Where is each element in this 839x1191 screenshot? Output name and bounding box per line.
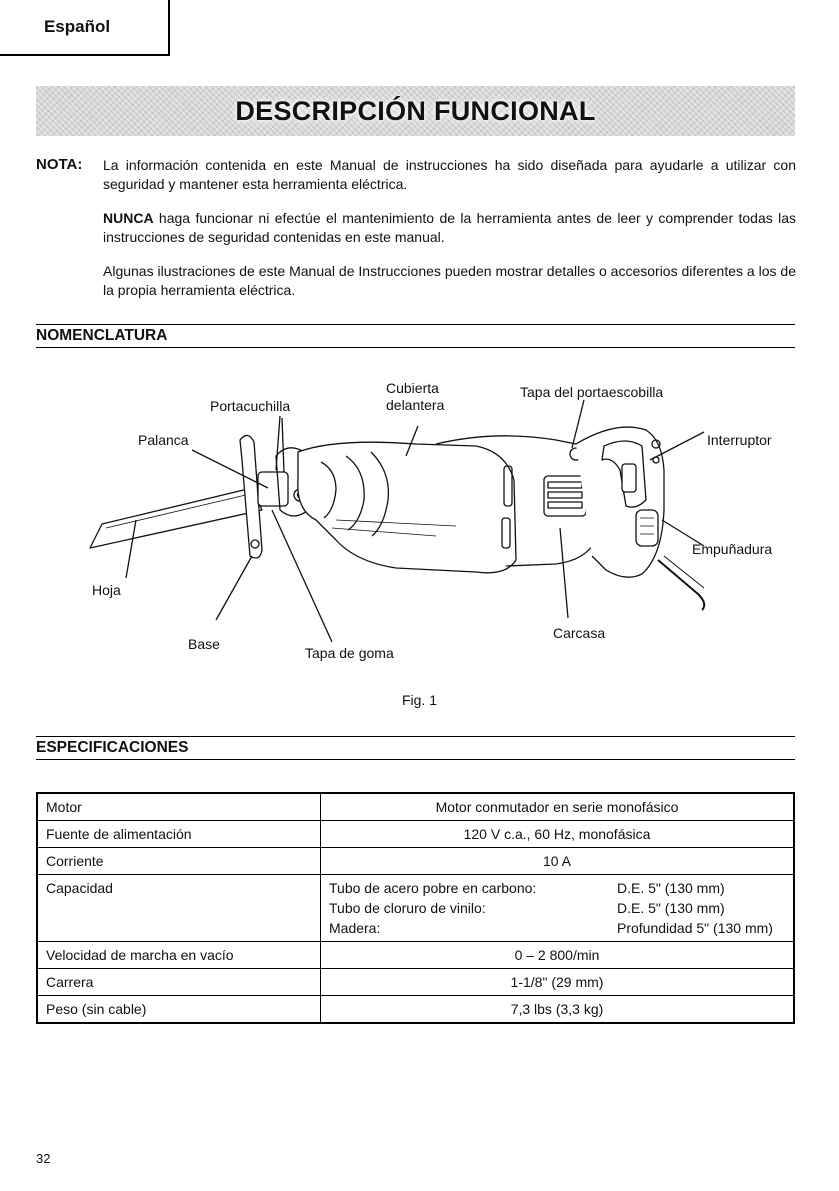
table-row <box>37 969 794 996</box>
note-label: NOTA: <box>36 156 83 173</box>
never-emphasis: NUNCA <box>103 210 154 226</box>
capacity-material: Tubo de cloruro de vinilo: <box>329 900 486 916</box>
capacity-value: Profundidad 5" (130 mm) <box>617 920 773 936</box>
spec-label: Velocidad de marcha en vacío <box>37 942 321 969</box>
callout-blade: Hoja <box>92 582 121 598</box>
capacity-material: Tubo de acero pobre en carbono: <box>329 880 537 896</box>
callout-front-cover <box>386 380 444 414</box>
page-title: DESCRIPCIÓN FUNCIONAL <box>235 95 596 126</box>
specifications-table <box>36 792 795 1024</box>
note-paragraph-2 <box>103 209 796 247</box>
table-row <box>37 793 794 821</box>
specifications-heading <box>36 736 795 760</box>
callout-brush-cap: Tapa del portaescobilla <box>520 384 664 400</box>
callout-front-cover-line-1: Cubierta <box>386 380 439 396</box>
specifications-title: ESPECIFICACIONES <box>36 739 189 756</box>
saw-figure <box>36 360 795 680</box>
nomenclature-title: NOMENCLATURA <box>36 327 168 344</box>
table-row <box>37 942 794 969</box>
spec-label: Motor <box>37 793 321 821</box>
capacity-value: D.E. 5" (130 mm) <box>617 900 725 916</box>
spec-label: Peso (sin cable) <box>37 996 321 1024</box>
language-label: Español <box>43 17 111 36</box>
callout-base: Base <box>188 636 220 652</box>
note-paragraph-2-text: haga funcionar ni efectúe el mantenimiento de la herramienta antes de leer y comprender todas las instrucciones de seguridad contenidas en este manual. <box>103 210 796 245</box>
callout-lever: Palanca <box>138 432 189 448</box>
capacity-row <box>329 878 785 898</box>
language-tab <box>0 0 170 56</box>
spec-label: Carrera <box>37 969 321 996</box>
table-row <box>37 996 794 1024</box>
spec-value: 0 – 2 800/min <box>321 942 795 969</box>
callout-handle: Empuñadura <box>692 541 773 557</box>
spec-value: 120 V c.a., 60 Hz, monofásica <box>321 821 795 848</box>
callout-switch: Interruptor <box>707 432 772 448</box>
section-banner <box>36 86 795 136</box>
spec-value: 1-1/8" (29 mm) <box>321 969 795 996</box>
spec-value: 10 A <box>321 848 795 875</box>
note-body <box>103 156 796 315</box>
table-row <box>37 875 794 942</box>
callout-front-cover-line-2: delantera <box>386 397 445 413</box>
page-number: 32 <box>36 1151 51 1166</box>
spec-label: Fuente de alimentación <box>37 821 321 848</box>
capacity-value: D.E. 5" (130 mm) <box>617 880 725 896</box>
capacity-material: Madera: <box>329 920 381 936</box>
spec-label: Corriente <box>37 848 321 875</box>
note-paragraph-3: Algunas ilustraciones de este Manual de Instrucciones pueden mostrar detalles o accesorios diferentes a los de la propia herramienta eléctrica. <box>103 263 796 298</box>
spec-value: 7,3 lbs (3,3 kg) <box>321 996 795 1024</box>
spec-label: Capacidad <box>37 875 321 942</box>
callout-housing: Carcasa <box>553 625 606 641</box>
note-paragraph-1: La información contenida en este Manual de instrucciones ha sido diseñada para ayudarle a utilizar con seguridad y mantener esta herramienta eléctrica. <box>103 157 796 192</box>
callout-blade-holder: Portacuchilla <box>210 398 291 414</box>
capacity-row <box>329 918 785 938</box>
capacity-row <box>329 898 785 918</box>
capacity-values <box>321 875 795 942</box>
nomenclature-heading <box>36 324 795 348</box>
callout-rubber-cap: Tapa de goma <box>305 645 394 661</box>
table-row <box>37 848 794 875</box>
spec-value: Motor conmutador en serie monofásico <box>321 793 795 821</box>
figure-caption: Fig. 1 <box>401 692 437 708</box>
table-row <box>37 821 794 848</box>
